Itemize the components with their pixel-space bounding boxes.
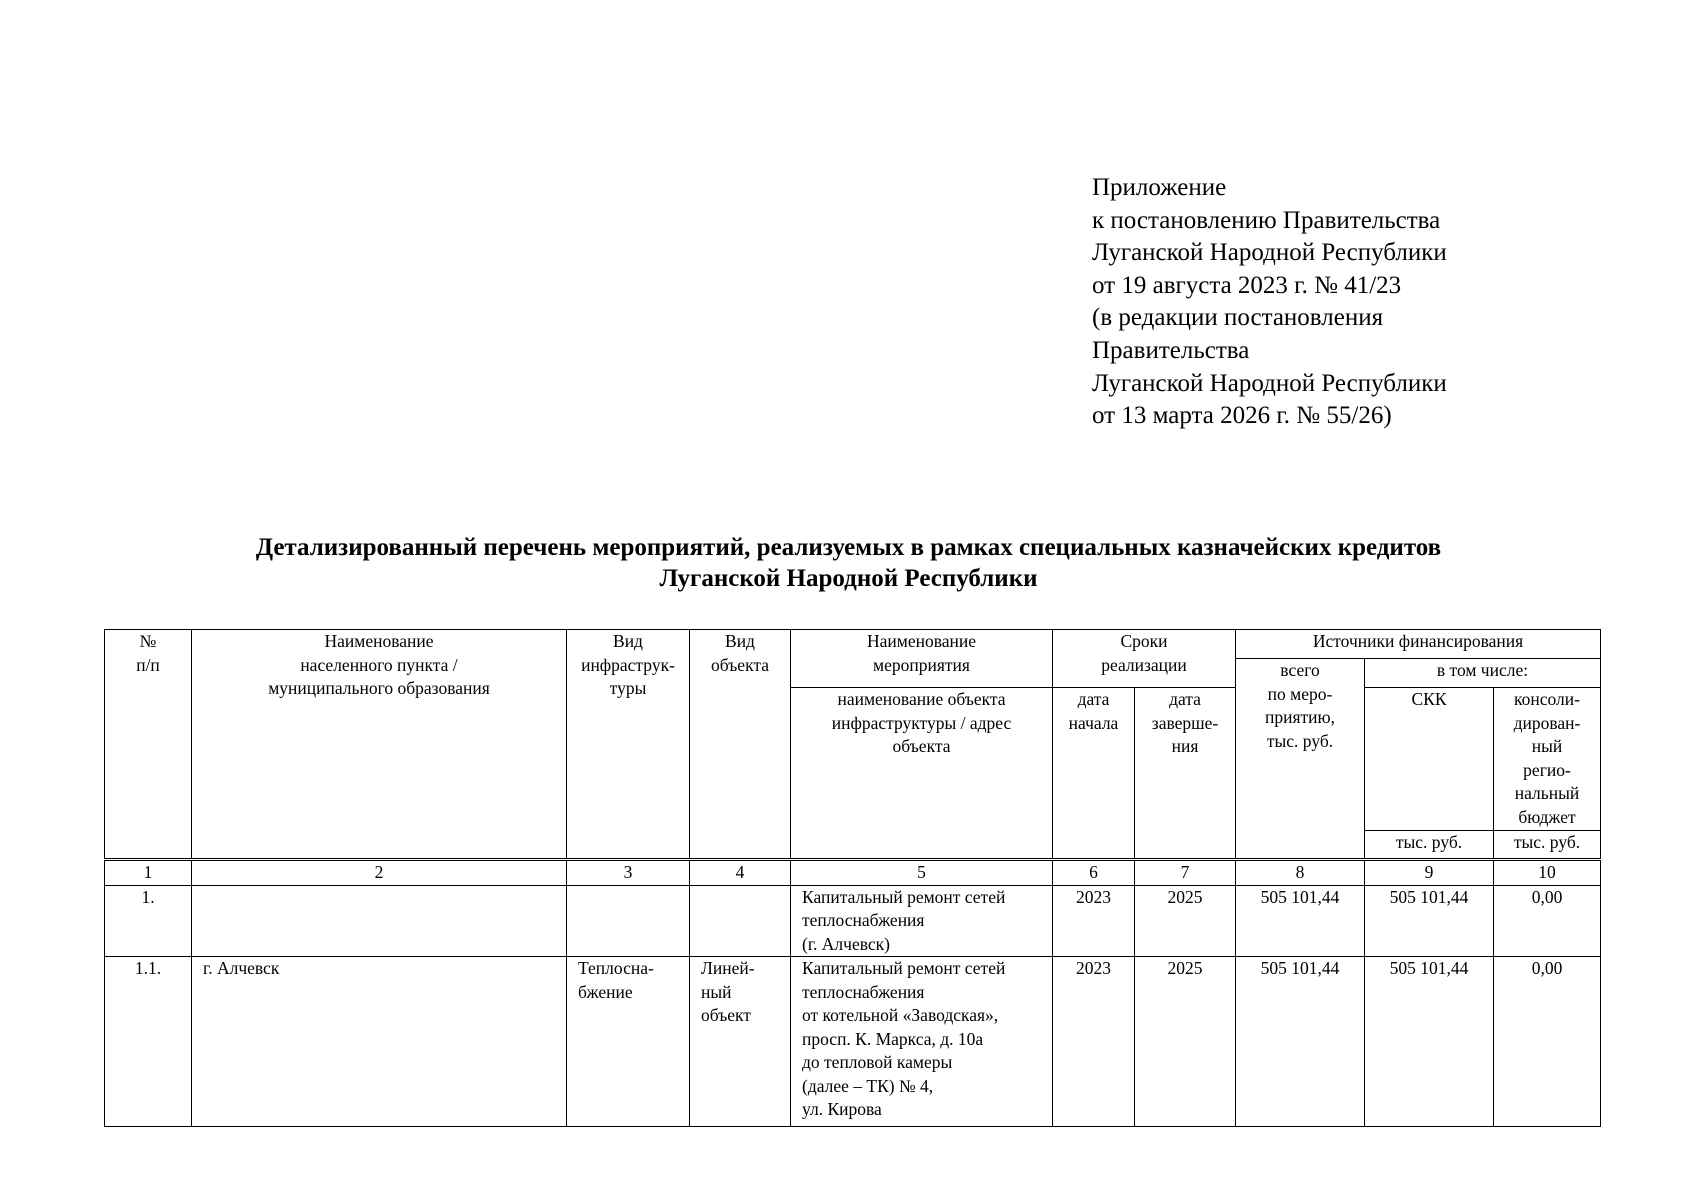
row-settlement bbox=[192, 885, 567, 957]
header-terms: Сроки реализации bbox=[1053, 630, 1236, 688]
appendix-line: Луганской Народной Республики bbox=[1092, 239, 1447, 267]
row-start-date: 2023 bbox=[1053, 885, 1135, 957]
header-unit-skk: тыс. руб. bbox=[1365, 831, 1494, 859]
appendix-line: от 19 августа 2023 г. № 41/23 bbox=[1092, 271, 1402, 299]
row-total: 505 101,44 bbox=[1236, 885, 1365, 957]
row-skk: 505 101,44 bbox=[1365, 957, 1494, 1127]
row-consolidated: 0,00 bbox=[1494, 957, 1601, 1127]
row-number: 1.1. bbox=[105, 957, 192, 1127]
appendix-line: Луганской Народной Республики bbox=[1092, 369, 1447, 397]
document-title-line: Детализированный перечень мероприятий, реализуемых в рамках специальных казначейских кредитов bbox=[255, 534, 1442, 561]
row-object-type bbox=[690, 885, 791, 957]
column-number: 9 bbox=[1365, 861, 1494, 886]
table-row bbox=[105, 885, 1601, 957]
table-row bbox=[105, 957, 1601, 1127]
column-number: 10 bbox=[1494, 861, 1601, 886]
header-skk: СКК bbox=[1365, 688, 1494, 831]
header-end-date: дата заверше- ния bbox=[1135, 688, 1236, 859]
row-event: Капитальный ремонт сетей теплоснабжения (г. Алчевск) bbox=[791, 885, 1053, 957]
column-number: 5 bbox=[791, 861, 1053, 886]
column-number: 6 bbox=[1053, 861, 1135, 886]
row-number: 1. bbox=[105, 885, 192, 957]
column-number: 1 bbox=[105, 861, 192, 886]
row-end-date: 2025 bbox=[1135, 885, 1236, 957]
column-number: 8 bbox=[1236, 861, 1365, 886]
header-unit-consolidated: тыс. руб. bbox=[1494, 831, 1601, 859]
table-header bbox=[104, 629, 1601, 859]
document-title-line: Луганской Народной Республики bbox=[659, 565, 1038, 592]
column-number: 7 bbox=[1135, 861, 1236, 886]
row-consolidated: 0,00 bbox=[1494, 885, 1601, 957]
row-settlement: г. Алчевск bbox=[192, 957, 567, 1127]
row-infra-type bbox=[567, 885, 690, 957]
table-body bbox=[104, 860, 1601, 1127]
header-including: в том числе: bbox=[1365, 659, 1601, 688]
header-number: № п/п bbox=[105, 630, 192, 859]
header-event-name: Наименование мероприятия bbox=[791, 630, 1053, 688]
header-infra-type: Вид инфраструк- туры bbox=[567, 630, 690, 859]
appendix-line: к постановлению Правительства bbox=[1092, 206, 1441, 234]
row-infra-type: Теплосна- бжение bbox=[567, 957, 690, 1127]
header-start-date: дата начала bbox=[1053, 688, 1135, 859]
appendix-line: от 13 марта 2026 г. № 55/26) bbox=[1092, 402, 1392, 430]
header-object-address: наименование объекта инфраструктуры / адрес объекта bbox=[791, 688, 1053, 859]
header-consolidated-budget: консоли- дирован- ный регио- нальный бюджет bbox=[1494, 688, 1601, 831]
row-start-date: 2023 bbox=[1053, 957, 1135, 1127]
row-total: 505 101,44 bbox=[1236, 957, 1365, 1127]
header-object-type: Вид объекта bbox=[690, 630, 791, 859]
appendix-line: Правительства bbox=[1092, 336, 1250, 364]
appendix-line: Приложение bbox=[1092, 174, 1227, 201]
row-object-type: Линей- ный объект bbox=[690, 957, 791, 1127]
column-number: 3 bbox=[567, 861, 690, 886]
row-skk: 505 101,44 bbox=[1365, 885, 1494, 957]
column-number: 2 bbox=[192, 861, 567, 886]
row-end-date: 2025 bbox=[1135, 957, 1236, 1127]
header-settlement: Наименование населенного пункта / муниципального образования bbox=[192, 630, 567, 859]
column-number: 4 bbox=[690, 861, 791, 886]
document-title bbox=[0, 532, 1697, 594]
appendix-line: (в редакции постановления bbox=[1092, 304, 1384, 332]
header-funding-sources: Источники финансирования bbox=[1236, 630, 1601, 659]
appendix-block bbox=[1092, 172, 1447, 433]
row-event: Капитальный ремонт сетей теплоснабжения от котельной «Заводская», просп. К. Маркса, д. 10а до тепловой камеры (далее – ТК) № 4, ул. Кирова bbox=[791, 957, 1053, 1127]
header-total: всего по меро- приятию, тыс. руб. bbox=[1236, 659, 1365, 859]
column-numbers-row bbox=[105, 861, 1601, 886]
